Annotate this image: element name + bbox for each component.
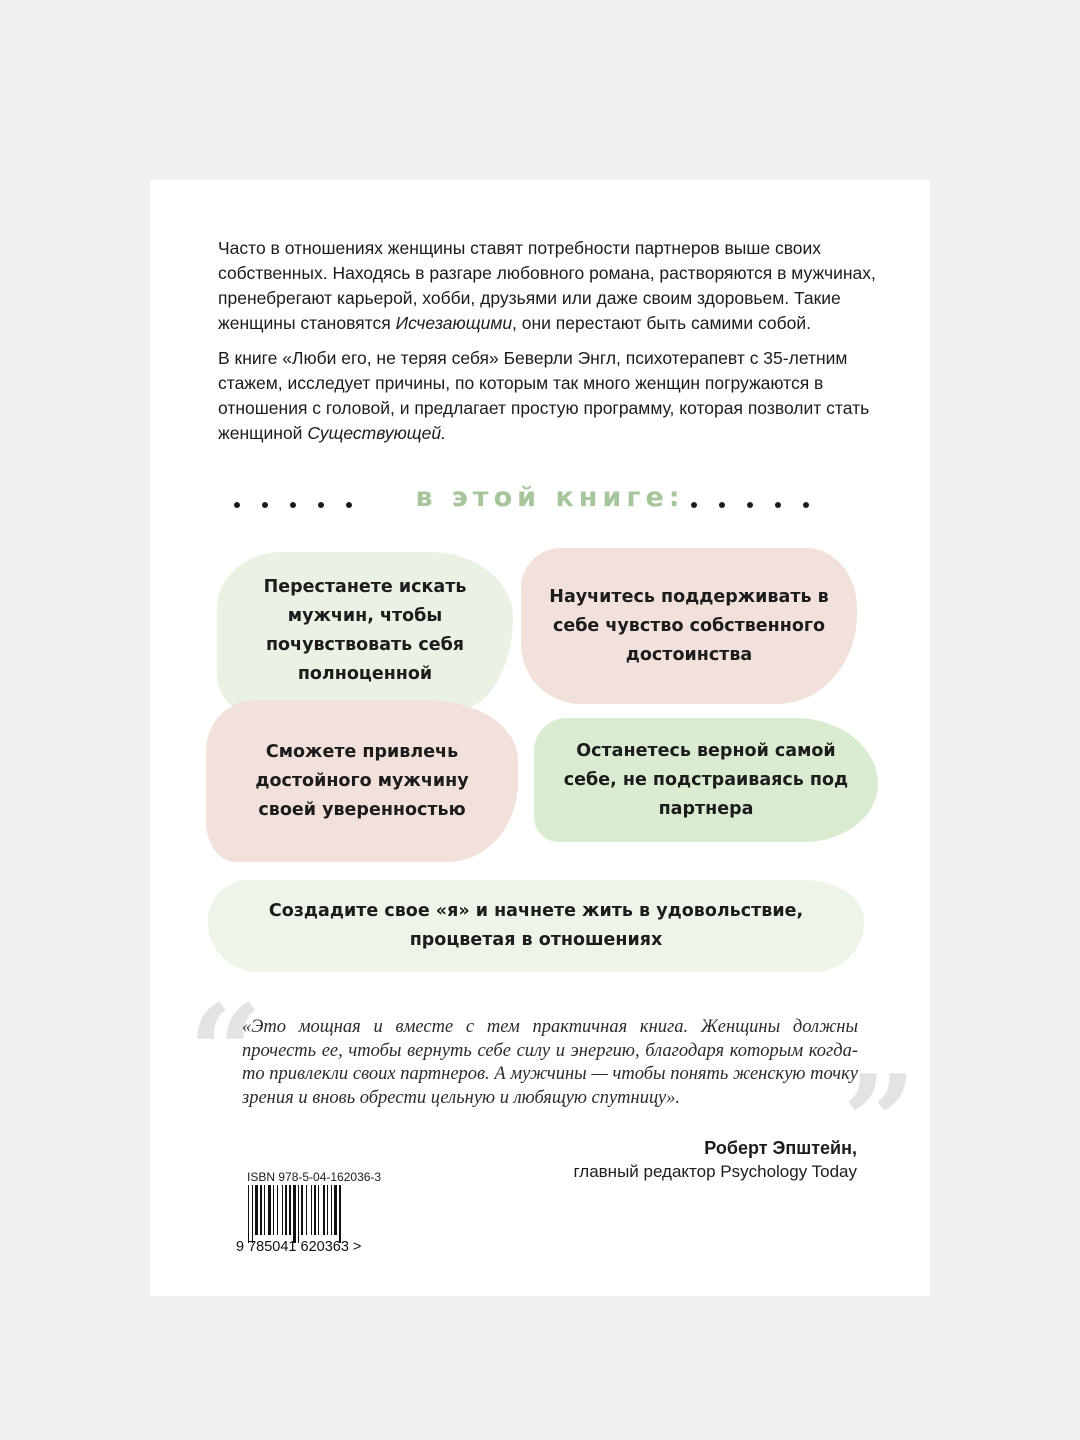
intro-paragraph-2 [218, 346, 878, 446]
dots-right [691, 502, 809, 508]
benefit-text-5: Создадите свое «я» и начнете жить в удовольствие, процветая в отношениях [268, 901, 804, 950]
quote-close-icon: ” [842, 1046, 917, 1199]
quote-open-icon: “ [188, 976, 263, 1129]
intro-p2-emphasis: Существующей. [307, 423, 446, 443]
benefit-blob-4 [534, 718, 878, 842]
intro-p1-emphasis: Исчезающими [395, 313, 513, 333]
section-heading [150, 480, 930, 530]
author-name: Роберт Эпштейн, [704, 1138, 857, 1158]
benefit-blob-1 [217, 552, 513, 710]
intro-text [218, 236, 878, 456]
intro-p2-text: В книге «Люби его, не теряя себя» Беверли Энгл, психотерапевт с 35-летним стажем, исследует причины, по которым так много женщин погружаются в отношения с головой, и предлагает простую программу, которая позволит стать женщиной [218, 348, 870, 443]
benefit-text-3: Сможете привлечь достойного мужчину своей уверенностью [255, 741, 469, 820]
benefit-blob-2 [521, 548, 857, 704]
barcode-digits: 9 785041 620363 > [236, 1239, 362, 1255]
benefit-blob-5 [208, 880, 864, 972]
author-role: главный редактор Psychology Today [573, 1162, 857, 1181]
barcode [236, 1185, 396, 1255]
book-back-cover [150, 180, 930, 1296]
intro-p1-text: Часто в отношениях женщины ставят потребности партнеров выше своих собственных. Находясь в разгаре любовного романа, растворяются в мужчинах, пренебрегают карьерой, хобби, друзьями или даже своим здоровьем. Такие женщины становятся [218, 238, 876, 333]
section-heading-text: в этой книге: [415, 482, 685, 513]
benefit-blob-3 [206, 700, 518, 862]
intro-paragraph-1 [218, 236, 878, 336]
benefit-text-4: Останетесь верной самой себе, не подстраиваясь под партнера [563, 740, 849, 819]
benefit-text-2: Научитесь поддерживать в себе чувство собственного достоинства [549, 586, 829, 665]
review-quote: «Это мощная и вместе с тем практичная книга. Женщины должны прочесть ее, чтобы вернуть себе силу и энергию, благодаря которым когда-то привлекли своих партнеров. А мужчины — чтобы понять женскую точку зрения и вновь обрести цельную и любящую спутницу». [242, 1017, 858, 1108]
quote-author [573, 1136, 857, 1184]
benefit-text-1: Перестанете искать мужчин, чтобы почувствовать себя полноценной [263, 577, 467, 684]
dots-left [234, 502, 352, 508]
isbn-label: ISBN 978-5-04-162036-3 [247, 1170, 382, 1184]
intro-p1-text-end: , они перестают быть самими собой. [512, 313, 812, 333]
